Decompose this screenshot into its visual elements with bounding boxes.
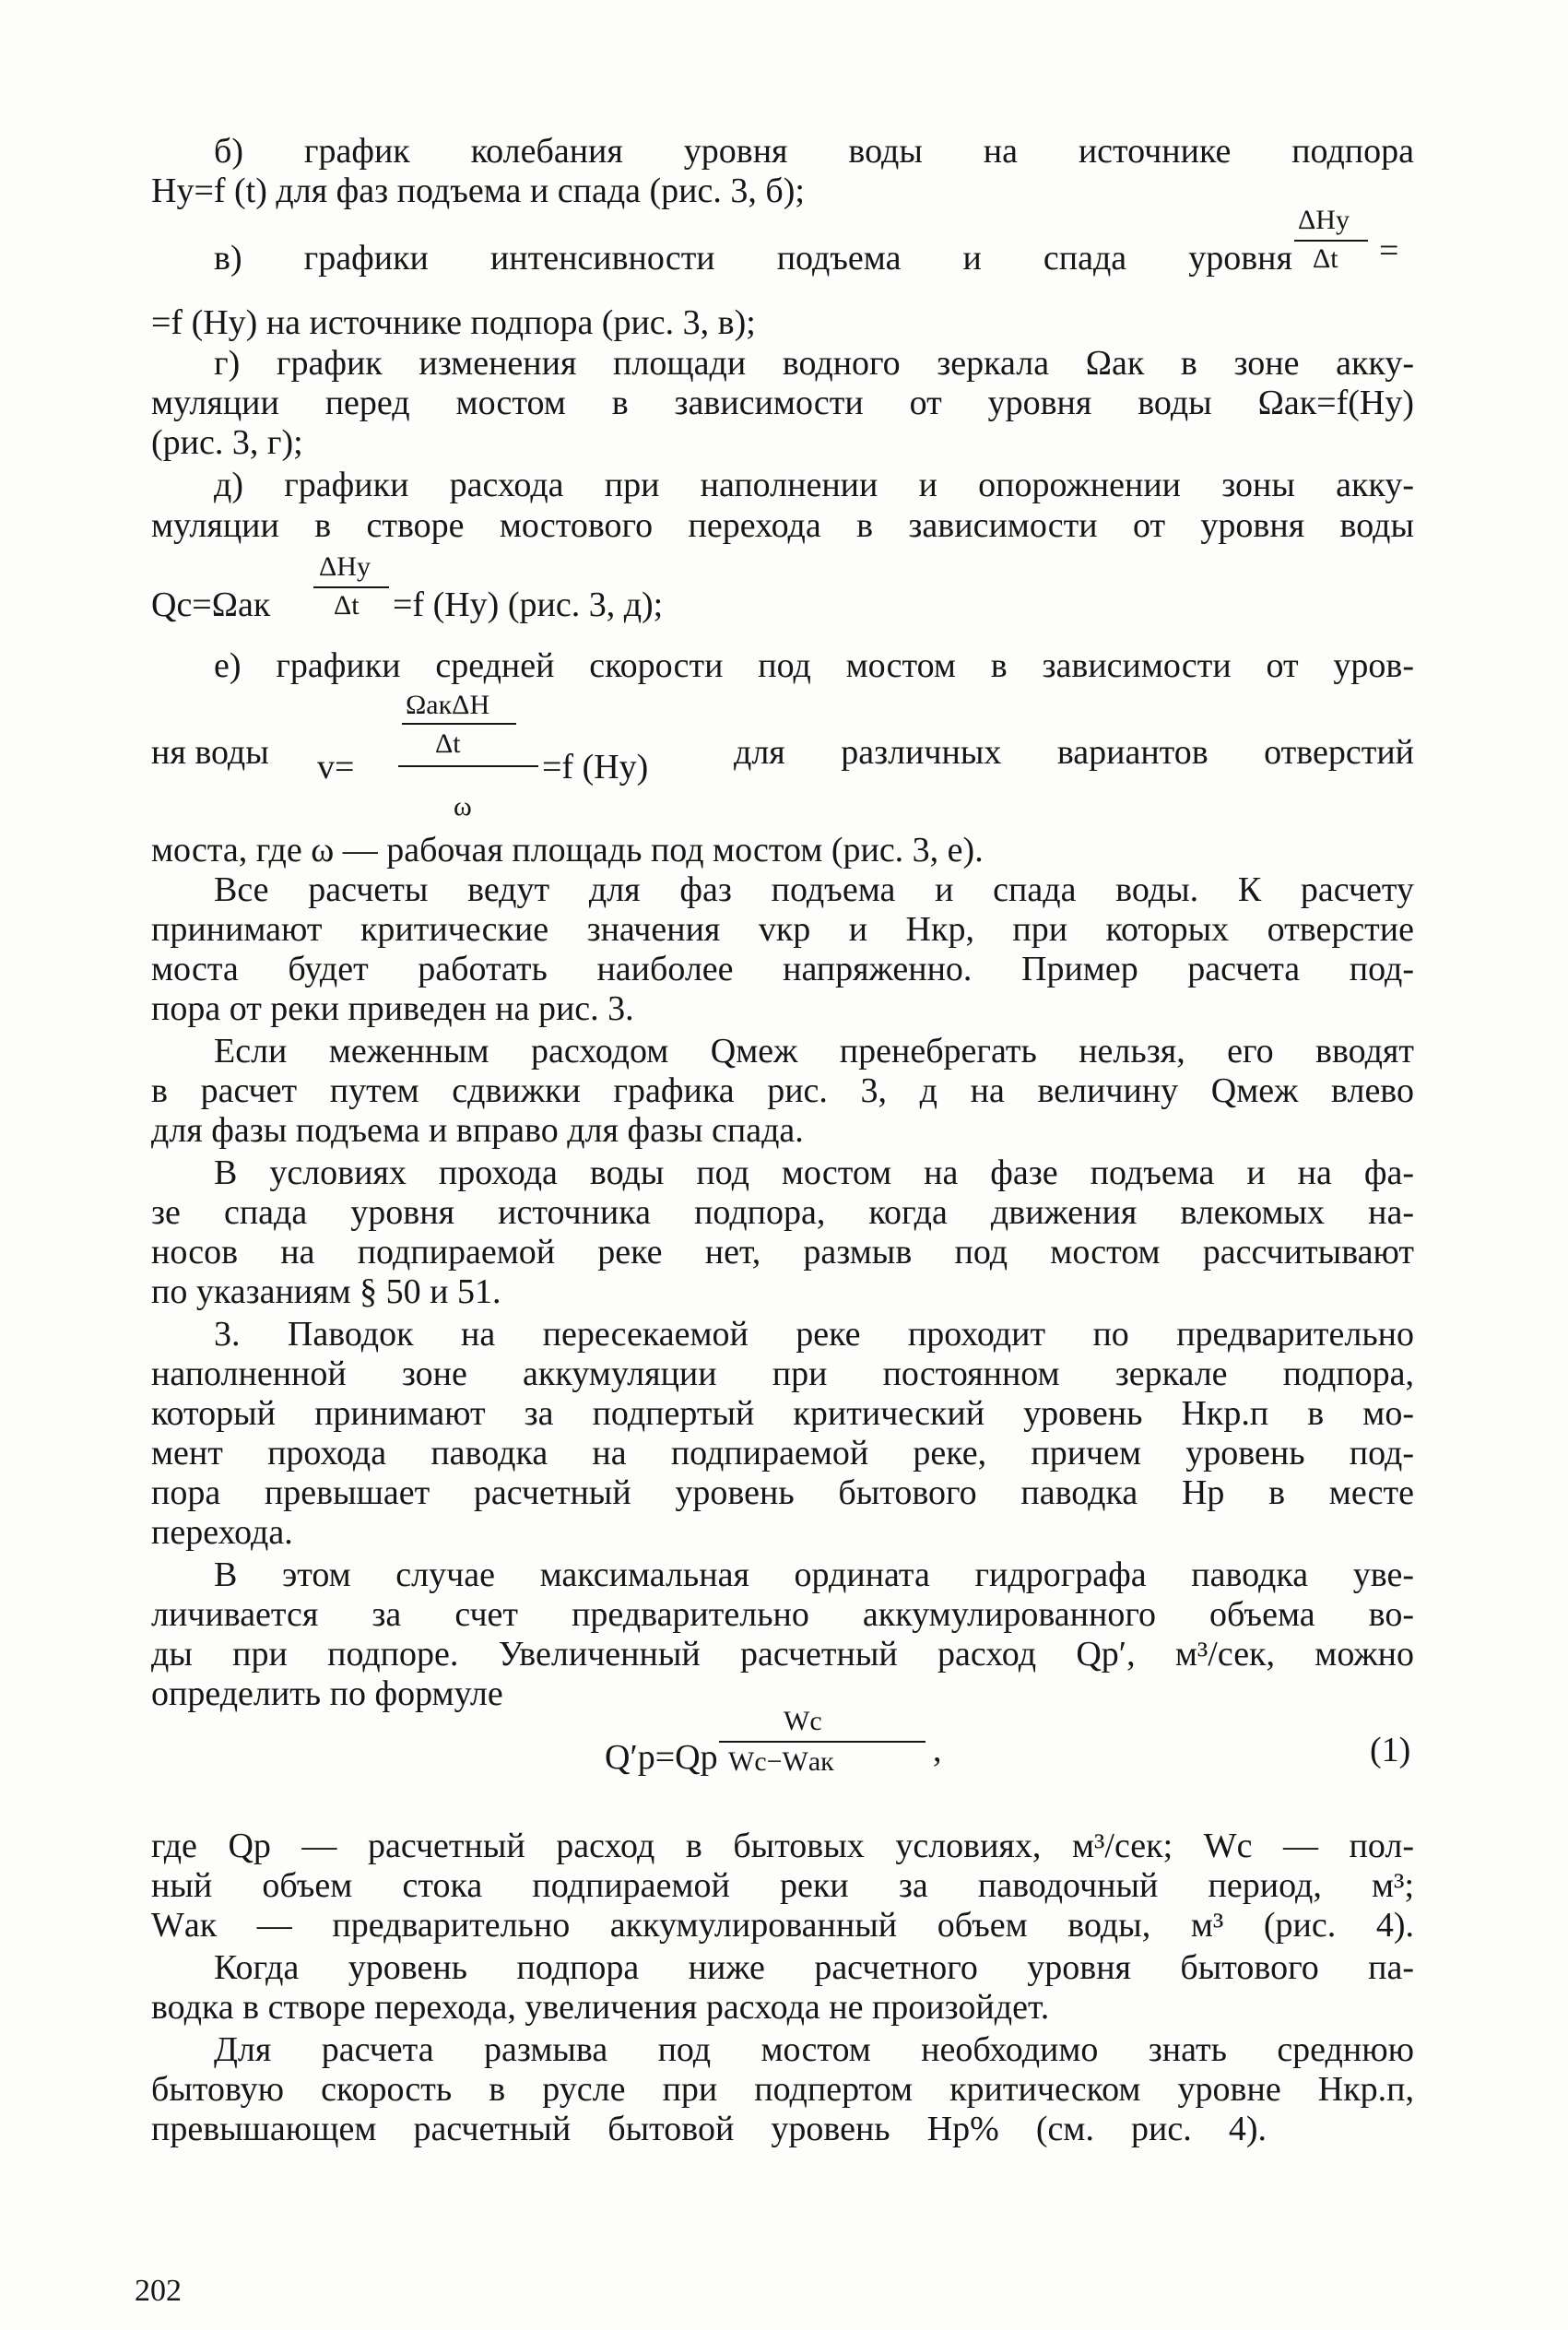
fraction-denominator: Δt [334, 590, 360, 621]
text-line: ды при подпоре. Увеличенный расчетный расход Qр′, м³/сек, можно [151, 1635, 1414, 1674]
fraction-inner-denominator: Δt [435, 728, 461, 759]
text-line: наполненной зоне аккумуляции при постоянном зеркале подпора, [151, 1354, 1414, 1393]
text-line: превышающем расчетный бытовой уровень Hр% (см. рис. 4). [151, 2110, 1267, 2148]
fraction-numerator: Wс [784, 1706, 822, 1736]
formula-comma: , [933, 1731, 942, 1769]
fraction-numerator: ΩакΔH [406, 690, 490, 720]
formula-rhs: =f (Hу) [542, 748, 649, 787]
text-line: принимают критические значения vкр и Hкр, при которых отверстие [151, 910, 1414, 949]
text-line: муляции перед мостом в зависимости от уровня воды Ωак=f(Hу) [151, 384, 1414, 422]
text-line: д) графики расхода при наполнении и опорожнении зоны акку- [214, 466, 1414, 504]
fraction-denominator: Δt [1313, 243, 1338, 274]
text-line: мент прохода паводка на подпираемой реке, причем уровень под- [151, 1434, 1414, 1473]
text-line: перехода. [151, 1513, 293, 1552]
text-line: бытовую скорость в русле при подпертом критическом уровне Hкр.п, [151, 2070, 1414, 2109]
text-line: муляции в створе мостового перехода в зависимости от уровня воды [151, 506, 1414, 545]
text-line: в расчет путем сдвижки графика рис. 3, д на величину Qмеж влево [151, 1071, 1414, 1110]
text-line: Все расчеты ведут для фаз подъема и спада воды. К расчету [214, 870, 1414, 909]
text-line: В этом случае максимальная ордината гидрографа паводка уве- [214, 1555, 1414, 1594]
page-number: 202 [135, 2274, 182, 2308]
text-line: Hу=f (t) для фаз подъема и спада (рис. 3, б); [151, 171, 805, 210]
fraction-denominator: ω [454, 791, 472, 822]
text-fragment: ня воды [151, 733, 269, 772]
text-line: Для расчета размыва под мостом необходимо знать среднюю [214, 2030, 1414, 2069]
text-line: личивается за счет предварительно аккумулированного объема во- [151, 1595, 1414, 1634]
text-line: для фазы подъема и вправо для фазы спада. [151, 1111, 804, 1150]
text-line: е) графики средней скорости под мостом в зависимости от уров- [214, 646, 1414, 685]
text-line: где Qр — расчетный расход в бытовых условиях, м³/сек; Wс — пол- [151, 1827, 1414, 1865]
text-fragment: для различных вариантов отверстий [734, 733, 1414, 772]
fraction-bar [313, 586, 389, 588]
formula-rhs: =f (Hу) (рис. 3, д); [393, 585, 664, 624]
text-line: моста, где ω — рабочая площадь под мостом (рис. 3, е). [151, 831, 984, 869]
text-line: Wак — предварительно аккумулированный объем воды, м³ (рис. 4). [151, 1906, 1414, 1945]
text-line: 3. Паводок на пересекаемой реке проходит по предварительно [214, 1315, 1414, 1354]
text-line: ный объем стока подпираемой реки за паводочный период, м³; [151, 1866, 1414, 1905]
text-line: =f (Hу) на источнике подпора (рис. 3, в); [151, 303, 756, 342]
text-line: который принимают за подпертый критический уровень Hкр.п в мо- [151, 1394, 1414, 1433]
formula-lhs: Q′р=Qр [605, 1738, 718, 1777]
fraction-bar [719, 1741, 925, 1743]
fraction-bar [1294, 240, 1368, 242]
text-line: В условиях прохода воды под мостом на фазе подъема и на фа- [214, 1153, 1414, 1192]
equals-sign: = [1379, 231, 1399, 270]
text-line: пора от реки приведен на рис. 3. [151, 989, 634, 1028]
formula-lhs: v= [317, 748, 355, 787]
fraction-bar-main [398, 765, 538, 767]
text-line: Когда уровень подпора ниже расчетного уровня бытового па- [214, 1948, 1414, 1987]
fraction-numerator: ΔHу [319, 551, 371, 582]
text-line: носов на подпираемой реке нет, размыв под мостом рассчитывают [151, 1233, 1414, 1271]
text-line: моста будет работать наиболее напряженно. Пример расчета под- [151, 950, 1414, 988]
text-line: пора превышает расчетный уровень бытового паводка Hр в месте [151, 1473, 1414, 1512]
text-line: определить по формуле [151, 1674, 503, 1713]
text-line: зе спада уровня источника подпора, когда движения влекомых на- [151, 1193, 1414, 1232]
text-line: в) графики интенсивности подъема и спада уровня [214, 239, 1292, 278]
formula-lhs: Qс=Ωак [151, 585, 271, 624]
fraction-numerator: ΔHу [1298, 205, 1350, 235]
text-line: по указаниям § 50 и 51. [151, 1272, 501, 1311]
equation-number: (1) [1370, 1731, 1411, 1769]
text-line: Если меженным расходом Qмеж пренебрегать нельзя, его вводят [214, 1032, 1414, 1070]
text-line: (рис. 3, г); [151, 423, 303, 462]
fraction-bar [402, 723, 516, 725]
text-line: водка в створе перехода, увеличения расхода не произойдет. [151, 1988, 1050, 2027]
text-line: б) график колебания уровня воды на источнике подпора [214, 132, 1414, 171]
fraction-denominator: Wс−Wак [728, 1746, 834, 1777]
text-line: г) график изменения площади водного зеркала Ωак в зоне акку- [214, 344, 1414, 383]
